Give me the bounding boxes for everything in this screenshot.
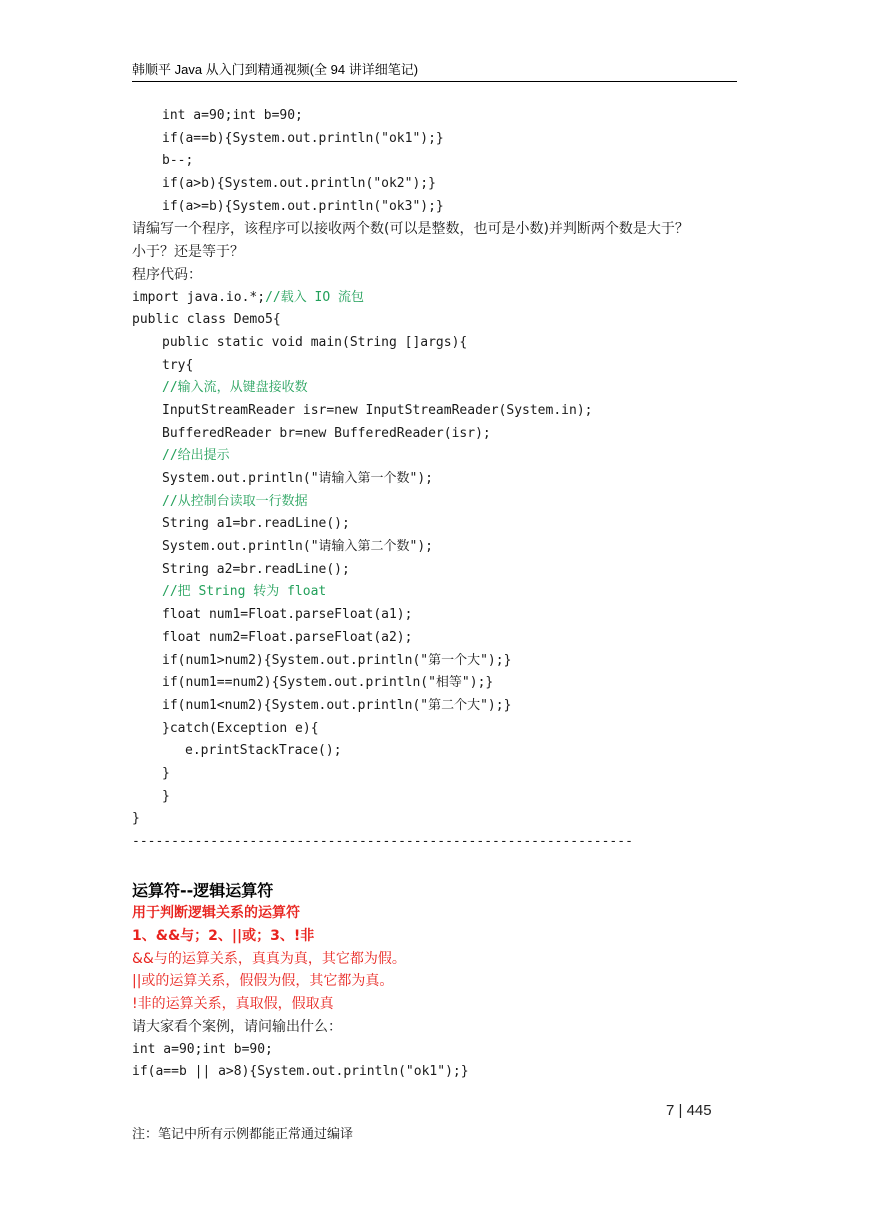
code-line: if(a>b){System.out.println("ok2");} (162, 176, 436, 192)
code-line: InputStreamReader isr=new InputStreamReader(System.in); (162, 402, 593, 418)
code-line: System.out.println("请输入第一个数"); (162, 471, 434, 486)
code-line: if(num1==num2){System.out.println("相等");} (162, 675, 494, 691)
code-line: e.printStackTrace(); (185, 743, 342, 759)
page-header: 韩顺平 Java 从入门到精通视频(全 94 讲详细笔记) (132, 62, 419, 77)
not-rule: !非的运算关系，真取假，假取真 (132, 996, 334, 1013)
question-text: 请编写一个程序，该程序可以接收两个数(可以是整数，也可是小数)并判断两个数是大于？ (132, 221, 689, 238)
closing-brace: } (132, 811, 140, 827)
section-subtitle: 用于判断逻辑关系的运算符 (132, 905, 300, 922)
closing-brace: } (162, 765, 170, 781)
main-declaration: public static void main(String []args){ (162, 334, 468, 350)
footer-note: 注：笔记中所有示例都能正常通过编译 (132, 1127, 354, 1142)
section-spacer (132, 854, 752, 880)
import-line (132, 287, 752, 310)
header-divider (132, 81, 737, 82)
try-open: try{ (162, 357, 194, 373)
code-line: float num2=Float.parseFloat(a2); (162, 629, 413, 645)
question-text-cont: 小于？还是等于？ (132, 244, 244, 261)
code-line: if(a==b){System.out.println("ok1");} (162, 130, 444, 146)
code-line: String a1=br.readLine(); (162, 516, 350, 532)
code-line: int a=90;int b=90; (162, 108, 303, 123)
closing-brace: } (162, 788, 170, 804)
code-line: System.out.println("请输入第二个数"); (162, 539, 434, 555)
or-rule: ||或的运算关系，假假为假，其它都为真。 (132, 973, 394, 990)
program-code-label: 程序代码： (132, 266, 202, 283)
page-number: 7 | 445 (666, 1102, 712, 1119)
class-declaration: public class Demo5{ (132, 312, 281, 328)
operators-list: 1、&&与；2、||或；3、!非 (132, 928, 315, 945)
document-body (132, 105, 752, 1084)
code-comment: //给出提示 (162, 448, 230, 464)
code-comment: //输入流，从键盘接收数 (162, 380, 308, 396)
code-line: float num1=Float.parseFloat(a1); (162, 607, 413, 623)
code-comment: //把 String 转为 float (162, 584, 327, 600)
separator-line: ---------------------------------------------------------------- (132, 834, 633, 849)
section-title: 运算符--逻辑运算符 (132, 880, 274, 900)
example-prompt: 请大家看个案例，请问输出什么： (132, 1018, 342, 1035)
import-code: import java.io.*; (132, 289, 266, 305)
code-line: if(num1<num2){System.out.println("第二个大");} (162, 697, 512, 713)
code-line: BufferedReader br=new BufferedReader(isr); (162, 425, 491, 441)
import-comment: //载入 IO 流包 (265, 289, 365, 305)
code-line: b--; (162, 153, 194, 169)
code-line: int a=90;int b=90; (132, 1041, 273, 1057)
code-line: if(a==b || a>8){System.out.println("ok1");} (132, 1064, 469, 1080)
code-line: if(num1>num2){System.out.println("第一个大");} (162, 652, 512, 668)
code-comment: //从控制台读取一行数据 (162, 493, 308, 509)
catch-line: }catch(Exception e){ (162, 720, 319, 736)
code-line: if(a>=b){System.out.println("ok3");} (162, 198, 444, 214)
and-rule: &&与的运算关系，真真为真，其它都为假。 (132, 950, 406, 967)
code-line: String a2=br.readLine(); (162, 561, 350, 577)
